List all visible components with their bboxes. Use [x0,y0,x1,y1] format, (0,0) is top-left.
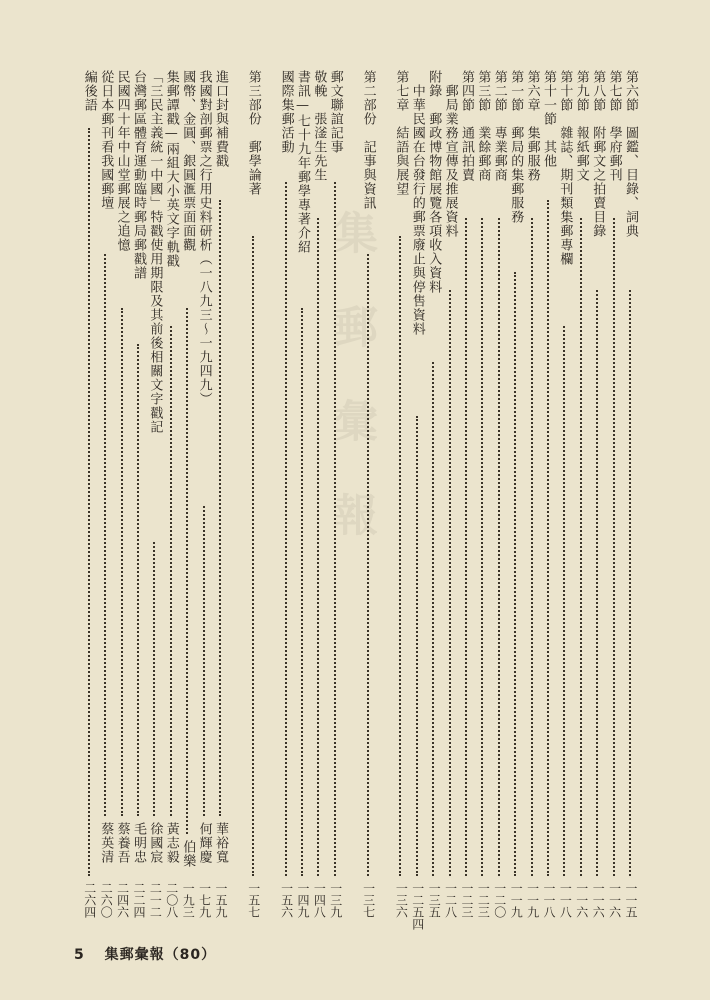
toc-entry-page: 一五七 [246,882,261,918]
toc-entry-title: 台灣郵區體育運動臨時郵局郵戳譜 [131,70,146,280]
toc-entry-title: 第七節 學府郵刊 [606,70,622,182]
toc-entry-page: 一二三 [476,882,491,918]
toc-spacer [261,70,278,936]
toc-entry [114,70,131,936]
toc-entry-page: 二二四 [132,882,146,918]
toc-entry [524,70,541,936]
toc-leader-dots [137,344,139,816]
toc-entry-title: 第十節 雜誌、期刊類集郵專欄 [557,70,573,266]
toc-leader-dots [121,308,123,816]
toc-entry-page: 一一九 [525,882,540,918]
toc-entry-page: 一五九 [214,882,228,918]
toc-entry-title: 書訊—七十九年郵學專著介紹 [295,70,310,254]
toc-entry [278,70,295,936]
toc-entry-page: 一二五四 [410,882,425,930]
toc-entry-title: 第六節 圖鑑、目錄、詞典 [623,70,638,238]
toc-entry-page: 一五六 [279,882,294,918]
toc-entry-page: 一四九 [296,882,310,918]
toc-entry [606,70,623,936]
toc-entry-title: 第七章 結語與展望 [393,70,409,196]
toc-entry-page: 一二三 [460,882,474,918]
toc-entry [556,70,573,936]
toc-entry-title: 附錄 郵政博物館展覽各項收入資料 [426,70,442,294]
toc-entry-page: 一九三 [181,882,196,918]
toc-leader-dots [465,218,467,876]
toc-leader-dots [219,200,221,816]
toc-leader-dots [498,218,500,876]
toc-entry [409,70,426,936]
toc-entry-title: 第三節 業餘郵商 [475,70,491,182]
toc-entry-title: 第二部份 記事與資訊 [360,70,376,210]
toc-entry-author: 蔡養吾 [114,822,130,864]
toc-entry-title: 第二節 專業郵商 [491,70,507,182]
toc-entry [310,70,327,936]
toc-entry-title: 第九節 報紙郵文 [573,70,589,182]
toc-entry-title: 第一節 郵局的集郵服務 [508,70,524,224]
toc-entry [146,70,163,936]
toc-entry-title: 敬輓 張滏生先生 [311,70,327,182]
toc-entry [458,70,475,936]
toc-entry [179,70,196,936]
toc-leader-dots [416,416,418,876]
toc-leader-dots [629,290,631,876]
toc-entry-title: 第四節 通訊拍賣 [459,70,474,182]
toc-entry-page: 二四六 [115,882,130,918]
toc-entry [507,70,524,936]
toc-entry-title: 郵文聯誼記事 [327,70,343,154]
toc-entry-page: 一七九 [197,882,212,918]
toc-entry-title: 民國四十年中山堂郵展之追憶 [114,70,130,252]
toc-entry-title: 「三民主義統一中國」特戳使用期限及其前後相關文字戳記 [147,70,163,434]
toc-entry-author: 蔡英清 [98,822,114,864]
toc-entry-title: 第三部份 郵學論著 [245,70,261,196]
toc-entry-page: 一一八 [558,882,573,918]
toc-leader-dots [203,506,205,816]
toc-spacer [343,70,360,936]
toc-entry-title: 編後語 [81,70,97,112]
toc-entry [196,70,213,936]
toc-entry [425,70,442,936]
toc-entry-author: 華裕寬 [213,822,228,864]
toc-entry-page: 一一九 [509,882,524,918]
toc-entry [212,70,229,936]
page-footer [74,944,216,964]
toc-entry-page: 一一六 [574,882,589,918]
toc-entry [360,70,377,936]
toc-entry-title: 國際集郵活動 [278,70,294,154]
toc-leader-dots [514,272,516,876]
toc-entry-author: 伯樂 [180,840,196,868]
toc-entry-page: 一三七 [361,882,376,918]
toc-leader-dots [449,290,451,876]
toc-entry-page: 一三九 [328,882,343,918]
toc-entry-page: 一一六 [591,882,606,918]
toc-leader-dots [104,254,106,816]
toc-leader-dots [481,218,483,876]
toc-leader-dots [334,182,336,876]
toc-leader-dots [285,182,287,876]
toc-entry [622,70,639,936]
toc-entry-title: 集郵譚戳—兩組大小英文字軌戳 [163,70,179,268]
toc-leader-dots [432,362,434,876]
toc-entry-page: 一二八 [443,882,458,918]
toc-entry-title: 進口封與補費戳 [213,70,228,168]
toc-entry [245,70,262,936]
toc-entry-page: 二一二 [148,882,163,918]
toc-leader-dots [367,254,369,876]
toc-entry [474,70,491,936]
toc-entry [491,70,508,936]
toc-entry [442,70,459,936]
toc-entry [81,70,98,936]
toc-entry [589,70,606,936]
toc-leader-dots [547,200,549,876]
toc-leader-dots [88,128,90,876]
toc-entry-page: 一一五 [624,882,638,918]
toc-entry [97,70,114,936]
toc-entry-page: 一三五 [427,882,442,918]
toc-entry-page: 一一六 [607,882,622,918]
toc-entry-author: 毛明忠 [131,822,146,864]
toc-entry-author: 徐國宸 [147,822,163,864]
toc-entry-page: 一三六 [394,882,409,918]
toc-entry-page: 二〇八 [164,882,179,918]
toc-entry-title: 第八節 附郵文之拍賣目錄 [590,70,606,238]
toc-entry-title: 第十一節 其他 [541,70,556,168]
toc-leader-dots [613,218,615,876]
toc-entry-page: 一四八 [312,882,327,918]
toc-entry [392,70,409,936]
toc-leader-dots [301,308,303,876]
toc-entry-title: 國幣、金圓、銀圓滙票面面觀 [180,70,196,252]
toc-entry [573,70,590,936]
toc-entry-title: 從日本郵刊看我國郵壇 [98,70,114,210]
footer-journal-title: 集郵彙報（80） [104,947,217,963]
toc-entry-page: 一二〇 [492,882,507,918]
toc-entry-author: 黃志毅 [163,822,179,864]
toc-leader-dots [563,326,565,876]
footer-page-number: 5 [74,947,85,963]
toc-entry [294,70,311,936]
toc-entry [540,70,557,936]
toc-entry-title: 我國對剖郵票之行用史料研析（一八九三～一九四九） [196,70,212,406]
toc-leader-dots [317,218,319,876]
toc-leader-dots [153,542,155,816]
watermark-text: 集郵彙報 [326,210,377,586]
toc-entry-title: 第六章 集郵服務 [524,70,540,182]
toc-spacer [376,70,393,936]
toc-entry [163,70,180,936]
toc-leader-dots [186,308,188,834]
toc-entry-page: 二六四 [82,882,97,918]
toc-entry-page: 一一八 [542,882,556,918]
toc-entry [327,70,344,936]
toc-leader-dots [170,326,172,816]
toc-entry-page: 二六〇 [99,882,114,918]
toc-entry [130,70,147,936]
toc-entry-title: 中華民國在台發行的郵票廢止與停售資料 [409,70,425,336]
toc-leader-dots [596,290,598,876]
toc-leader-dots [252,236,254,876]
toc-entry-title: 郵局業務宣傳及推展資料 [442,70,458,238]
toc-leader-dots [531,218,533,876]
toc-leader-dots [580,218,582,876]
toc-spacer [228,70,245,936]
toc-leader-dots [399,236,401,876]
toc-entry-author: 何輝慶 [196,822,212,864]
